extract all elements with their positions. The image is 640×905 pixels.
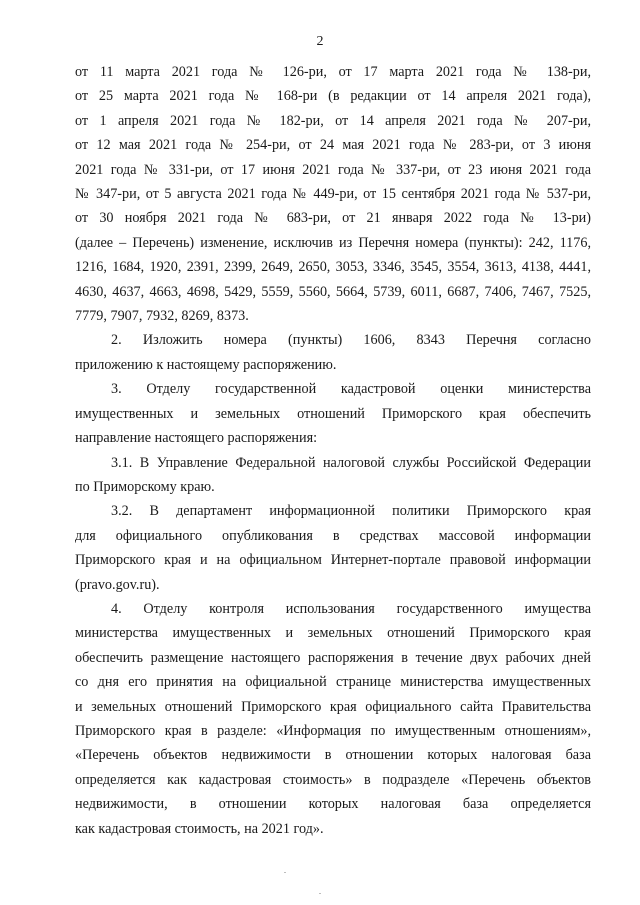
paragraph-3 — [75, 377, 591, 450]
paragraph-2 — [75, 328, 591, 377]
page-number: 2 — [316, 34, 324, 49]
text-line: от 25 марта 2021 года № 168-ри (в редакции от 14 апреля 2021 года), — [75, 88, 591, 105]
text-line: Приморского края и на официальном Интернет-портале правовой информации — [75, 552, 591, 569]
text-line: по Приморскому краю. — [75, 478, 215, 495]
scan-speck — [284, 872, 286, 873]
text-line: 4. Отделу контроля использования государственного имущества — [111, 600, 591, 617]
text-line: для официального опубликования в средствах массовой информации — [75, 527, 591, 544]
text-line: от 11 марта 2021 года № 126-ри, от 17 марта 2021 года № 138-ри, — [75, 64, 591, 80]
text-line: от 1 апреля 2021 года № 182-ри, от 14 апреля 2021 года № 207-ри, — [75, 112, 591, 129]
text-line: обеспечить размещение настоящего распоряжения в течение двух рабочих дней — [75, 649, 591, 666]
text-line: № 347-ри, от 5 августа 2021 года № 449-ри, от 15 сентября 2021 года № 537-ри, — [75, 186, 591, 203]
text-line: 1216, 1684, 1920, 2391, 2399, 2649, 2650, 3053, 3346, 3545, 3554, 3613, 4138, 4441, — [75, 259, 591, 276]
text-line: (далее – Перечень) изменение, исключив из Перечня номера (пункты): 242, 1176, — [75, 234, 591, 251]
text-line: 3.1. В Управление Федеральной налоговой службы Российской Федерации — [111, 454, 591, 471]
text-line: 7779, 7907, 7932, 8269, 8373. — [75, 308, 249, 325]
text-line: имущественных и земельных отношений Приморского края обеспечить — [75, 405, 591, 422]
text-line: министерства имущественных и земельных отношений Приморского края — [75, 625, 591, 642]
text-line: 2. Изложить номера (пункты) 1606, 8343 Перечня согласно — [111, 332, 591, 349]
scan-speck — [319, 893, 321, 894]
text-line: Приморского края в разделе: «Информация по имущественным отношениям», — [75, 722, 591, 739]
text-line: как кадастровая стоимость, на 2021 год». — [75, 820, 324, 837]
text-line: и земельных отношений Приморского края официального сайта Правительства — [75, 698, 591, 715]
text-line: направление настоящего распоряжения: — [75, 430, 318, 447]
text-line: 2021 года № 331-ри, от 17 июня 2021 года № 337-ри, от 23 июня 2021 года — [75, 161, 591, 178]
text-line: определяется как кадастровая стоимость» в подразделе «Перечень объектов — [75, 771, 591, 788]
text-line: (pravo.gov.ru). — [75, 576, 160, 593]
text-line: от 30 ноября 2021 года № 683-ри, от 21 января 2022 года № 13-ри) — [75, 210, 591, 227]
text-line: «Перечень объектов недвижимости в отношении которых налоговая база — [75, 747, 591, 764]
text-line: 3. Отделу государственной кадастровой оценки министерства — [111, 381, 591, 398]
text-line: 4630, 4637, 4663, 4698, 5429, 5559, 5560, 5664, 5739, 6011, 6687, 7406, 7467, 7525, — [75, 283, 591, 300]
text-line: 3.2. В департамент информационной политики Приморского края — [111, 503, 591, 520]
text-line: со дня его принятия на официальной странице министерства имущественных — [75, 674, 591, 691]
text-line: от 12 мая 2021 года № 254-ри, от 24 мая 2021 года № 283-ри, от 3 июня — [75, 137, 591, 154]
paragraph-3-1 — [75, 451, 591, 500]
text-line: недвижимости, в отношении которых налоговая база определяется — [75, 796, 591, 813]
paragraph-4 — [75, 597, 591, 841]
paragraph-3-2 — [75, 499, 591, 597]
text-line: приложению к настоящему распоряжению. — [75, 356, 337, 373]
paragraph-1-continuation — [75, 60, 591, 328]
document-body — [75, 60, 591, 841]
